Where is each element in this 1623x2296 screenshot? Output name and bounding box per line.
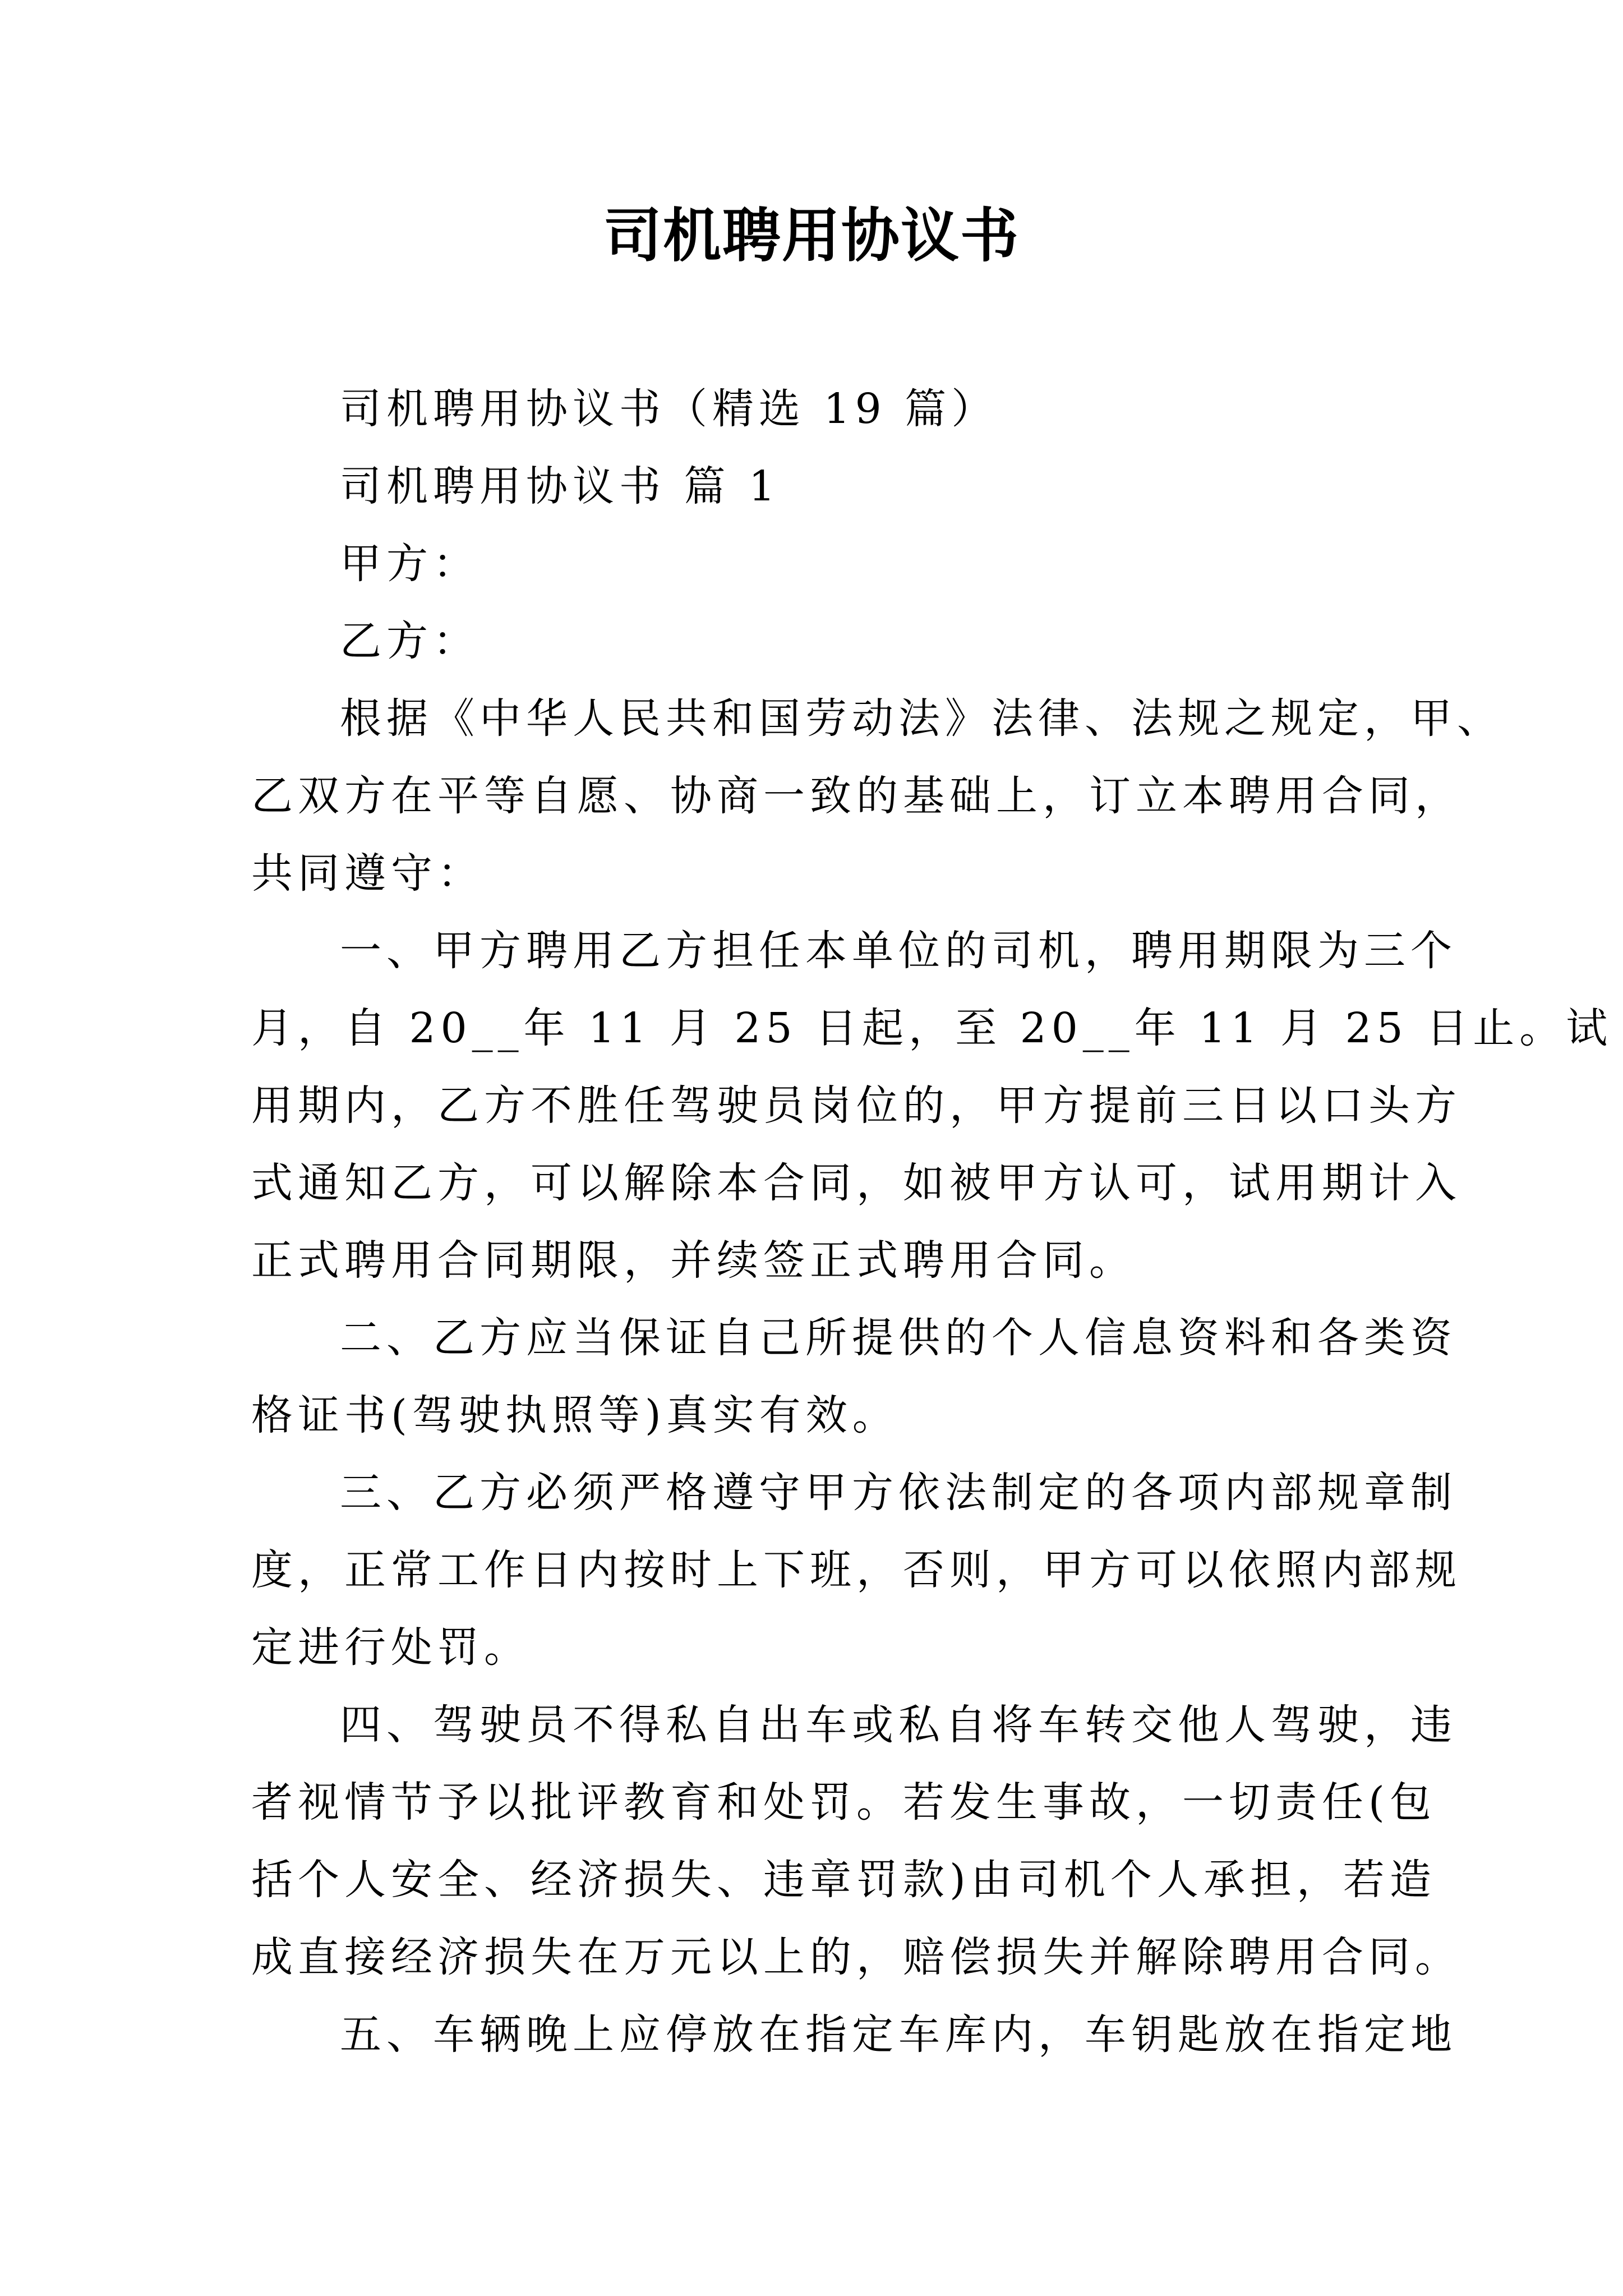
party-b-line: 乙方： [340, 617, 479, 665]
clause-2-line: 格证书(驾驶执照等)真实有效。 [251, 1391, 899, 1439]
clause-2-line: 二、乙方应当保证自己所提供的个人信息资料和各类资 [340, 1314, 1457, 1362]
clause-3-line: 度，正常工作日内按时上下班，否则，甲方可以依照内部规 [251, 1546, 1461, 1594]
clause-1-line: 用期内，乙方不胜任驾驶员岗位的，甲方提前三日以口头方 [251, 1082, 1461, 1130]
clause-1-line: 一、甲方聘用乙方担任本单位的司机，聘用期限为三个 [340, 927, 1457, 975]
clause-4-line: 括个人安全、经济损失、违章罚款)由司机个人承担，若造 [251, 1856, 1436, 1904]
clause-1-line: 月，自 20__年 11 月 25 日起，至 20__年 11 月 25 日止。试 [251, 1004, 1613, 1052]
clause-1-line: 正式聘用合同期限，并续签正式聘用合同。 [251, 1236, 1136, 1285]
clause-4-line: 成直接经济损失在万元以上的，赔偿损失并解除聘用合同。 [251, 1933, 1461, 1981]
clause-1-line: 式通知乙方，可以解除本合同，如被甲方认可，试用期计入 [251, 1159, 1461, 1207]
preamble-line: 根据《中华人民共和国劳动法》法律、法规之规定，甲、 [340, 694, 1504, 743]
preamble-line: 共同遵守： [251, 849, 484, 898]
clause-4-line: 者视情节予以批评教育和处罚。若发生事故，一切责任(包 [251, 1778, 1436, 1826]
clause-3-line: 三、乙方必须严格遵守甲方依法制定的各项内部规章制 [340, 1469, 1457, 1517]
preamble-line: 乙双方在平等自愿、协商一致的基础上，订立本聘用合同， [251, 772, 1461, 820]
document-title: 司机聘用协议书 [603, 201, 1020, 270]
section-heading: 司机聘用协议书 篇 1 [340, 462, 781, 510]
party-a-line: 甲方： [340, 540, 479, 588]
clause-4-line: 四、驾驶员不得私自出车或私自将车转交他人驾驶，违 [340, 1701, 1457, 1749]
document-body [251, 370, 1613, 2073]
clause-5-line: 五、车辆晚上应停放在指定车库内，车钥匙放在指定地 [340, 2010, 1457, 2059]
subtitle-line: 司机聘用协议书（精选 19 篇） [340, 385, 998, 433]
clause-3-line: 定进行处罚。 [251, 1623, 531, 1672]
